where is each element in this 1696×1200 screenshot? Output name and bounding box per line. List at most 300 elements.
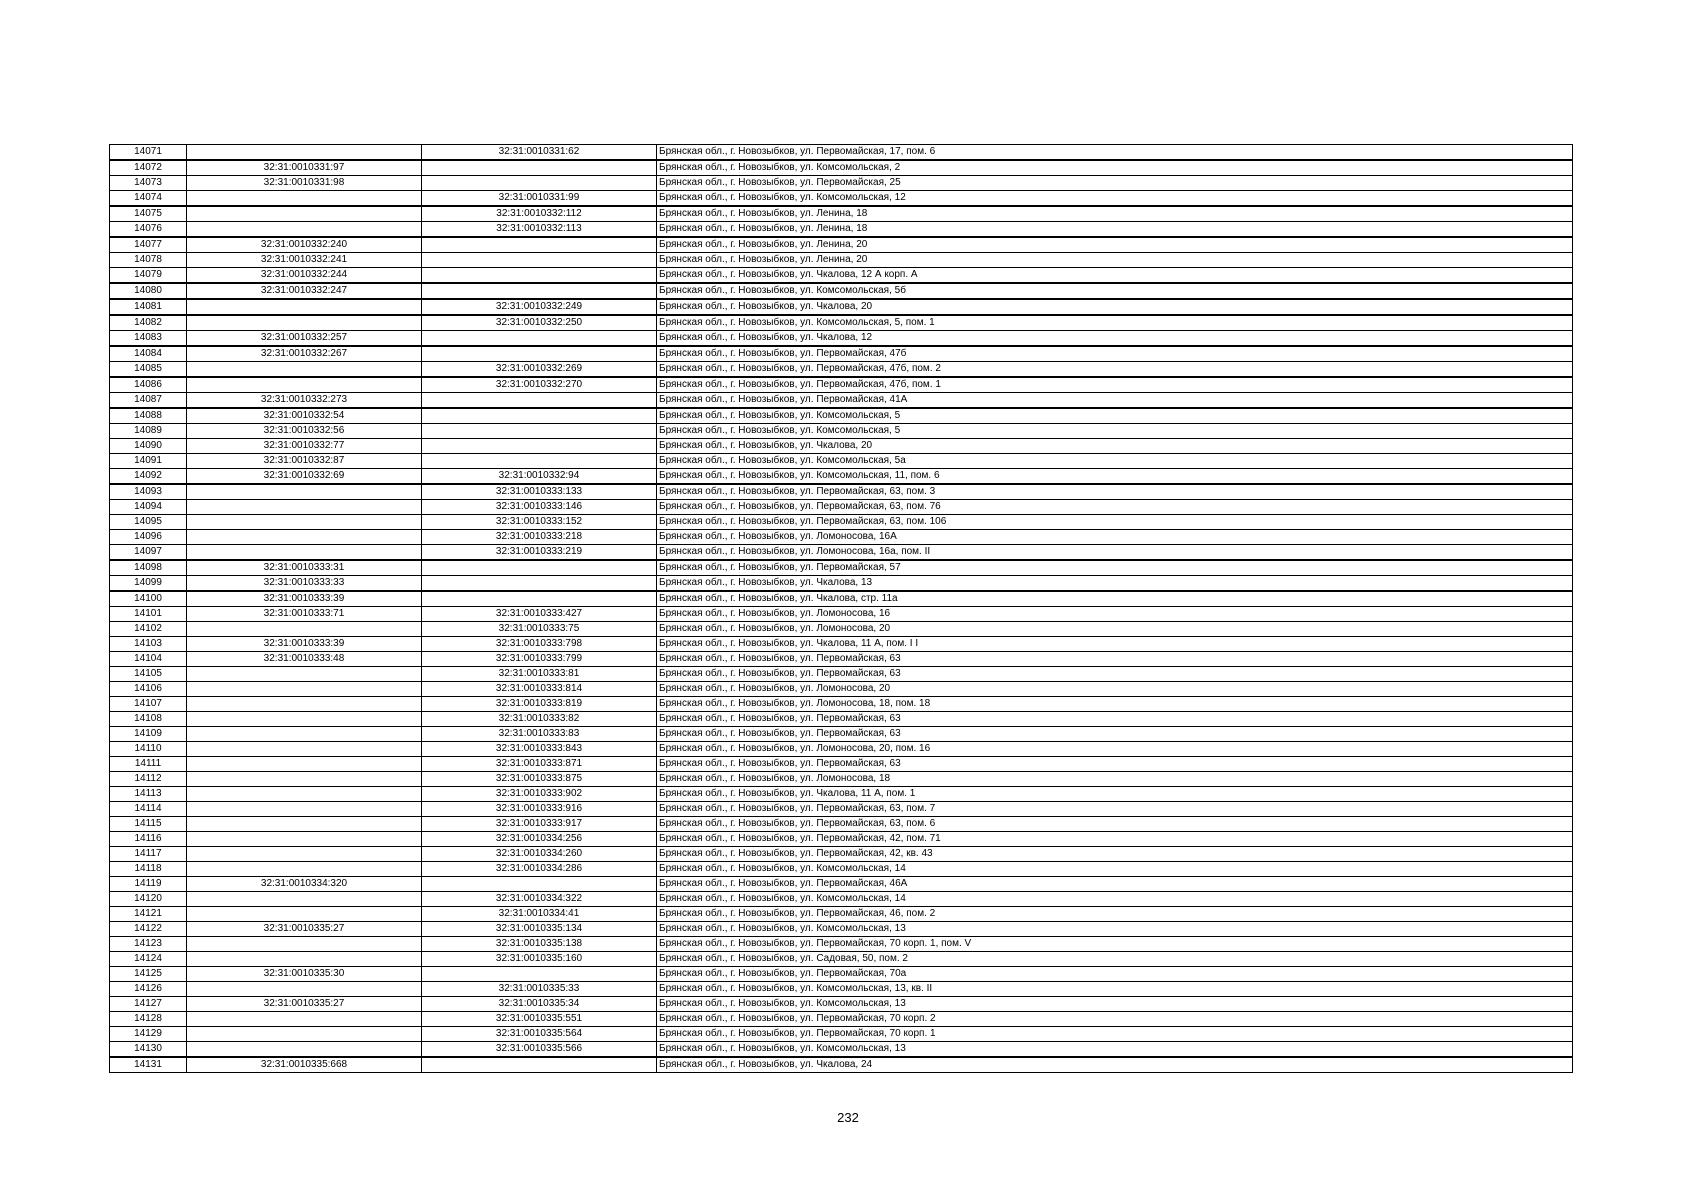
row-number-cell: 14106 (110, 682, 187, 697)
row-number-cell: 14129 (110, 1027, 187, 1042)
row-number-cell: 14087 (110, 393, 187, 409)
row-number-cell: 14115 (110, 817, 187, 832)
row-number-cell: 14112 (110, 772, 187, 787)
cadastral-number-cell: 32:31:0010332:247 (187, 283, 422, 299)
cadastral-object-cell: 32:31:0010333:819 (422, 697, 657, 712)
table-row (110, 500, 1573, 515)
table-row (110, 622, 1573, 637)
row-number-cell: 14127 (110, 997, 187, 1012)
address-cell: Брянская обл., г. Новозыбков, ул. Чкалова, 20 (657, 299, 1573, 315)
address-cell: Брянская обл., г. Новозыбков, ул. Ломоносова, 18 (657, 772, 1573, 787)
cadastral-object-cell: 32:31:0010333:133 (422, 484, 657, 500)
cadastral-object-cell: 32:31:0010333:83 (422, 727, 657, 742)
address-cell: Брянская обл., г. Новозыбков, ул. Первомайская, 46, пом. 2 (657, 907, 1573, 922)
cadastral-object-cell: 32:31:0010333:427 (422, 607, 657, 622)
address-cell: Брянская обл., г. Новозыбков, ул. Первомайская, 63, пом. 7 (657, 802, 1573, 817)
cadastral-object-cell: 32:31:0010331:99 (422, 191, 657, 207)
row-number-cell: 14119 (110, 877, 187, 892)
address-cell: Брянская обл., г. Новозыбков, ул. Первомайская, 70 корп. 2 (657, 1012, 1573, 1027)
address-cell: Брянская обл., г. Новозыбков, ул. Первомайская, 17, пом. 6 (657, 145, 1573, 161)
row-number-cell: 14083 (110, 331, 187, 347)
table-row (110, 832, 1573, 847)
cadastral-object-cell: 32:31:0010333:152 (422, 515, 657, 530)
cadastral-object-cell: 32:31:0010333:875 (422, 772, 657, 787)
table-row (110, 560, 1573, 576)
cadastral-object-cell: 32:31:0010333:917 (422, 817, 657, 832)
row-number-cell: 14125 (110, 967, 187, 982)
address-cell: Брянская обл., г. Новозыбков, ул. Чкалова, 12 А корп. А (657, 268, 1573, 284)
cadastral-number-cell (187, 727, 422, 742)
cadastral-number-cell (187, 1027, 422, 1042)
table-row (110, 484, 1573, 500)
cadastral-number-cell (187, 377, 422, 393)
cadastral-object-cell (422, 454, 657, 469)
row-number-cell: 14113 (110, 787, 187, 802)
cadastral-object-cell: 32:31:0010332:94 (422, 469, 657, 485)
address-cell: Брянская обл., г. Новозыбков, ул. Чкалова, 20 (657, 439, 1573, 454)
table-row (110, 206, 1573, 222)
cadastral-object-cell: 32:31:0010333:814 (422, 682, 657, 697)
registry-table (109, 144, 1573, 1073)
cadastral-object-cell (422, 331, 657, 347)
address-cell: Брянская обл., г. Новозыбков, ул. Первомайская, 47б, пом. 2 (657, 362, 1573, 378)
row-number-cell: 14084 (110, 346, 187, 362)
table-row (110, 393, 1573, 409)
address-cell: Брянская обл., г. Новозыбков, ул. Первомайская, 70 корп. 1 (657, 1027, 1573, 1042)
row-number-cell: 14100 (110, 591, 187, 607)
address-cell: Брянская обл., г. Новозыбков, ул. Первомайская, 63 (657, 667, 1573, 682)
cadastral-number-cell (187, 892, 422, 907)
cadastral-object-cell (422, 160, 657, 176)
table-row (110, 268, 1573, 284)
cadastral-number-cell (187, 191, 422, 207)
row-number-cell: 14095 (110, 515, 187, 530)
cadastral-object-cell: 32:31:0010335:564 (422, 1027, 657, 1042)
row-number-cell: 14114 (110, 802, 187, 817)
row-number-cell: 14094 (110, 500, 187, 515)
table-row (110, 727, 1573, 742)
cadastral-number-cell: 32:31:0010332:54 (187, 408, 422, 424)
address-cell: Брянская обл., г. Новозыбков, ул. Первомайская, 63 (657, 727, 1573, 742)
table-row (110, 652, 1573, 667)
address-cell: Брянская обл., г. Новозыбков, ул. Комсомольская, 13 (657, 997, 1573, 1012)
cadastral-number-cell (187, 682, 422, 697)
cadastral-object-cell: 32:31:0010332:112 (422, 206, 657, 222)
table-row (110, 530, 1573, 545)
cadastral-object-cell (422, 424, 657, 439)
cadastral-number-cell (187, 742, 422, 757)
table-row (110, 362, 1573, 378)
table-row (110, 1012, 1573, 1027)
cadastral-object-cell (422, 439, 657, 454)
address-cell: Брянская обл., г. Новозыбков, ул. Чкалова, 11 А, пом. 1 (657, 787, 1573, 802)
cadastral-object-cell (422, 237, 657, 253)
address-cell: Брянская обл., г. Новозыбков, ул. Комсомольская, 2 (657, 160, 1573, 176)
address-cell: Брянская обл., г. Новозыбков, ул. Первомайская, 47б (657, 346, 1573, 362)
cadastral-number-cell: 32:31:0010332:273 (187, 393, 422, 409)
cadastral-object-cell (422, 346, 657, 362)
cadastral-object-cell (422, 576, 657, 592)
cadastral-object-cell: 32:31:0010335:33 (422, 982, 657, 997)
row-number-cell: 14102 (110, 622, 187, 637)
cadastral-number-cell: 32:31:0010333:39 (187, 637, 422, 652)
table-row (110, 922, 1573, 937)
address-cell: Брянская обл., г. Новозыбков, ул. Первомайская, 42, кв. 43 (657, 847, 1573, 862)
table-row (110, 145, 1573, 161)
table-row (110, 283, 1573, 299)
table-row (110, 222, 1573, 238)
cadastral-number-cell: 32:31:0010334:320 (187, 877, 422, 892)
registry-table-body (110, 145, 1573, 1073)
table-row (110, 454, 1573, 469)
cadastral-object-cell: 32:31:0010333:219 (422, 545, 657, 561)
cadastral-object-cell (422, 253, 657, 268)
table-row (110, 787, 1573, 802)
cadastral-number-cell (187, 1042, 422, 1058)
row-number-cell: 14097 (110, 545, 187, 561)
cadastral-object-cell: 32:31:0010335:566 (422, 1042, 657, 1058)
address-cell: Брянская обл., г. Новозыбков, ул. Первомайская, 47б, пом. 1 (657, 377, 1573, 393)
table-row (110, 545, 1573, 561)
address-cell: Брянская обл., г. Новозыбков, ул. Первомайская, 63, пом. 106 (657, 515, 1573, 530)
table-row (110, 982, 1573, 997)
cadastral-object-cell: 32:31:0010335:134 (422, 922, 657, 937)
address-cell: Брянская обл., г. Новозыбков, ул. Ломоносова, 16А (657, 530, 1573, 545)
address-cell: Брянская обл., г. Новозыбков, ул. Первомайская, 57 (657, 560, 1573, 576)
address-cell: Брянская обл., г. Новозыбков, ул. Ленина, 18 (657, 206, 1573, 222)
table-row (110, 1057, 1573, 1073)
row-number-cell: 14096 (110, 530, 187, 545)
table-row (110, 892, 1573, 907)
table-row (110, 667, 1573, 682)
table-row (110, 937, 1573, 952)
cadastral-object-cell (422, 268, 657, 284)
cadastral-object-cell (422, 393, 657, 409)
cadastral-number-cell (187, 622, 422, 637)
cadastral-number-cell (187, 299, 422, 315)
row-number-cell: 14099 (110, 576, 187, 592)
table-row (110, 1027, 1573, 1042)
cadastral-object-cell: 32:31:0010333:916 (422, 802, 657, 817)
address-cell: Брянская обл., г. Новозыбков, ул. Ломоносова, 20, пом. 16 (657, 742, 1573, 757)
table-row (110, 952, 1573, 967)
table-row (110, 877, 1573, 892)
cadastral-number-cell (187, 952, 422, 967)
table-row (110, 424, 1573, 439)
row-number-cell: 14107 (110, 697, 187, 712)
cadastral-number-cell: 32:31:0010333:71 (187, 607, 422, 622)
address-cell: Брянская обл., г. Новозыбков, ул. Ломоносова, 20 (657, 622, 1573, 637)
row-number-cell: 14075 (110, 206, 187, 222)
cadastral-number-cell: 32:31:0010335:27 (187, 922, 422, 937)
cadastral-object-cell: 32:31:0010334:260 (422, 847, 657, 862)
address-cell: Брянская обл., г. Новозыбков, ул. Комсомольская, 13 (657, 1042, 1573, 1058)
cadastral-number-cell (187, 862, 422, 877)
row-number-cell: 14089 (110, 424, 187, 439)
cadastral-number-cell: 32:31:0010335:27 (187, 997, 422, 1012)
row-number-cell: 14103 (110, 637, 187, 652)
cadastral-number-cell (187, 907, 422, 922)
row-number-cell: 14071 (110, 145, 187, 161)
cadastral-object-cell: 32:31:0010332:270 (422, 377, 657, 393)
cadastral-object-cell: 32:31:0010333:799 (422, 652, 657, 667)
cadastral-number-cell (187, 515, 422, 530)
table-row (110, 772, 1573, 787)
table-row (110, 817, 1573, 832)
table-row (110, 697, 1573, 712)
table-row (110, 176, 1573, 191)
table-row (110, 997, 1573, 1012)
cadastral-object-cell: 32:31:0010333:75 (422, 622, 657, 637)
cadastral-number-cell: 32:31:0010332:69 (187, 469, 422, 485)
row-number-cell: 14078 (110, 253, 187, 268)
address-cell: Брянская обл., г. Новозыбков, ул. Чкалова, стр. 11а (657, 591, 1573, 607)
cadastral-number-cell (187, 1012, 422, 1027)
cadastral-number-cell: 32:31:0010332:56 (187, 424, 422, 439)
table-row (110, 253, 1573, 268)
table-row (110, 847, 1573, 862)
table-row (110, 346, 1573, 362)
address-cell: Брянская обл., г. Новозыбков, ул. Первомайская, 42, пом. 71 (657, 832, 1573, 847)
cadastral-number-cell: 32:31:0010331:97 (187, 160, 422, 176)
address-cell: Брянская обл., г. Новозыбков, ул. Комсомольская, 14 (657, 892, 1573, 907)
cadastral-object-cell: 32:31:0010332:269 (422, 362, 657, 378)
cadastral-number-cell (187, 667, 422, 682)
row-number-cell: 14080 (110, 283, 187, 299)
cadastral-object-cell (422, 1057, 657, 1073)
table-row (110, 742, 1573, 757)
cadastral-number-cell: 32:31:0010332:87 (187, 454, 422, 469)
cadastral-object-cell: 32:31:0010333:218 (422, 530, 657, 545)
cadastral-number-cell: 32:31:0010333:31 (187, 560, 422, 576)
cadastral-object-cell: 32:31:0010333:871 (422, 757, 657, 772)
row-number-cell: 14109 (110, 727, 187, 742)
row-number-cell: 14072 (110, 160, 187, 176)
cadastral-object-cell: 32:31:0010334:322 (422, 892, 657, 907)
cadastral-number-cell (187, 484, 422, 500)
table-row (110, 682, 1573, 697)
row-number-cell: 14128 (110, 1012, 187, 1027)
cadastral-object-cell: 32:31:0010332:249 (422, 299, 657, 315)
page-number: 232 (837, 1110, 859, 1125)
cadastral-object-cell (422, 283, 657, 299)
table-row (110, 191, 1573, 207)
table-row (110, 967, 1573, 982)
cadastral-object-cell: 32:31:0010335:160 (422, 952, 657, 967)
row-number-cell: 14073 (110, 176, 187, 191)
table-row (110, 862, 1573, 877)
row-number-cell: 14104 (110, 652, 187, 667)
table-row (110, 377, 1573, 393)
cadastral-object-cell: 32:31:0010334:286 (422, 862, 657, 877)
cadastral-number-cell (187, 832, 422, 847)
cadastral-number-cell (187, 145, 422, 161)
row-number-cell: 14120 (110, 892, 187, 907)
address-cell: Брянская обл., г. Новозыбков, ул. Ломоносова, 18, пом. 18 (657, 697, 1573, 712)
address-cell: Брянская обл., г. Новозыбков, ул. Первомайская, 70а (657, 967, 1573, 982)
table-row (110, 439, 1573, 454)
address-cell: Брянская обл., г. Новозыбков, ул. Ленина, 20 (657, 253, 1573, 268)
row-number-cell: 14105 (110, 667, 187, 682)
cadastral-object-cell (422, 591, 657, 607)
cadastral-object-cell: 32:31:0010332:250 (422, 315, 657, 331)
cadastral-number-cell: 32:31:0010332:241 (187, 253, 422, 268)
table-row (110, 907, 1573, 922)
row-number-cell: 14098 (110, 560, 187, 576)
table-row (110, 469, 1573, 485)
address-cell: Брянская обл., г. Новозыбков, ул. Ломоносова, 16 (657, 607, 1573, 622)
address-cell: Брянская обл., г. Новозыбков, ул. Комсомольская, 5а (657, 454, 1573, 469)
address-cell: Брянская обл., г. Новозыбков, ул. Первомайская, 63 (657, 652, 1573, 667)
table-row (110, 637, 1573, 652)
cadastral-number-cell (187, 697, 422, 712)
table-row (110, 160, 1573, 176)
cadastral-object-cell: 32:31:0010334:256 (422, 832, 657, 847)
row-number-cell: 14118 (110, 862, 187, 877)
table-row (110, 237, 1573, 253)
row-number-cell: 14116 (110, 832, 187, 847)
address-cell: Брянская обл., г. Новозыбков, ул. Первомайская, 25 (657, 176, 1573, 191)
cadastral-number-cell: 32:31:0010332:77 (187, 439, 422, 454)
row-number-cell: 14121 (110, 907, 187, 922)
cadastral-number-cell: 32:31:0010331:98 (187, 176, 422, 191)
cadastral-object-cell: 32:31:0010332:113 (422, 222, 657, 238)
cadastral-object-cell: 32:31:0010333:843 (422, 742, 657, 757)
address-cell: Брянская обл., г. Новозыбков, ул. Чкалова, 12 (657, 331, 1573, 347)
cadastral-number-cell (187, 206, 422, 222)
cadastral-object-cell (422, 408, 657, 424)
row-number-cell: 14090 (110, 439, 187, 454)
cadastral-number-cell: 32:31:0010335:668 (187, 1057, 422, 1073)
table-row (110, 576, 1573, 592)
row-number-cell: 14111 (110, 757, 187, 772)
cadastral-object-cell (422, 967, 657, 982)
address-cell: Брянская обл., г. Новозыбков, ул. Комсомольская, 12 (657, 191, 1573, 207)
cadastral-object-cell: 32:31:0010333:798 (422, 637, 657, 652)
address-cell: Брянская обл., г. Новозыбков, ул. Комсомольская, 5, пом. 1 (657, 315, 1573, 331)
row-number-cell: 14085 (110, 362, 187, 378)
cadastral-number-cell (187, 530, 422, 545)
cadastral-number-cell: 32:31:0010332:244 (187, 268, 422, 284)
table-row (110, 607, 1573, 622)
cadastral-number-cell (187, 847, 422, 862)
cadastral-number-cell: 32:31:0010332:240 (187, 237, 422, 253)
address-cell: Брянская обл., г. Новозыбков, ул. Первомайская, 63 (657, 712, 1573, 727)
address-cell: Брянская обл., г. Новозыбков, ул. Чкалова, 13 (657, 576, 1573, 592)
cadastral-number-cell: 32:31:0010332:257 (187, 331, 422, 347)
cadastral-number-cell (187, 772, 422, 787)
row-number-cell: 14093 (110, 484, 187, 500)
table-row (110, 591, 1573, 607)
cadastral-object-cell (422, 560, 657, 576)
address-cell: Брянская обл., г. Новозыбков, ул. Первомайская, 41А (657, 393, 1573, 409)
row-number-cell: 14079 (110, 268, 187, 284)
cadastral-number-cell (187, 222, 422, 238)
cadastral-object-cell (422, 877, 657, 892)
row-number-cell: 14101 (110, 607, 187, 622)
row-number-cell: 14074 (110, 191, 187, 207)
address-cell: Брянская обл., г. Новозыбков, ул. Садовая, 50, пом. 2 (657, 952, 1573, 967)
table-row (110, 515, 1573, 530)
address-cell: Брянская обл., г. Новозыбков, ул. Первомайская, 63 (657, 757, 1573, 772)
address-cell: Брянская обл., г. Новозыбков, ул. Ломоносова, 16а, пом. II (657, 545, 1573, 561)
cadastral-object-cell (422, 176, 657, 191)
cadastral-number-cell (187, 802, 422, 817)
table-row (110, 315, 1573, 331)
address-cell: Брянская обл., г. Новозыбков, ул. Комсомольская, 13, кв. II (657, 982, 1573, 997)
table-row (110, 408, 1573, 424)
table-row (110, 331, 1573, 347)
cadastral-number-cell (187, 500, 422, 515)
cadastral-number-cell (187, 362, 422, 378)
cadastral-number-cell (187, 757, 422, 772)
row-number-cell: 14082 (110, 315, 187, 331)
address-cell: Брянская обл., г. Новозыбков, ул. Чкалова, 11 А, пом. I I (657, 637, 1573, 652)
address-cell: Брянская обл., г. Новозыбков, ул. Чкалова, 24 (657, 1057, 1573, 1073)
cadastral-number-cell (187, 712, 422, 727)
address-cell: Брянская обл., г. Новозыбков, ул. Ленина, 18 (657, 222, 1573, 238)
row-number-cell: 14081 (110, 299, 187, 315)
row-number-cell: 14124 (110, 952, 187, 967)
row-number-cell: 14077 (110, 237, 187, 253)
address-cell: Брянская обл., г. Новозыбков, ул. Ленина, 20 (657, 237, 1573, 253)
row-number-cell: 14108 (110, 712, 187, 727)
address-cell: Брянская обл., г. Новозыбков, ул. Первомайская, 70 корп. 1, пом. V (657, 937, 1573, 952)
row-number-cell: 14091 (110, 454, 187, 469)
cadastral-number-cell (187, 937, 422, 952)
row-number-cell: 14126 (110, 982, 187, 997)
cadastral-object-cell: 32:31:0010333:81 (422, 667, 657, 682)
row-number-cell: 14117 (110, 847, 187, 862)
row-number-cell: 14131 (110, 1057, 187, 1073)
cadastral-number-cell (187, 982, 422, 997)
row-number-cell: 14110 (110, 742, 187, 757)
table-row (110, 712, 1573, 727)
cadastral-object-cell: 32:31:0010333:902 (422, 787, 657, 802)
address-cell: Брянская обл., г. Новозыбков, ул. Комсомольская, 5б (657, 283, 1573, 299)
cadastral-number-cell (187, 315, 422, 331)
address-cell: Брянская обл., г. Новозыбков, ул. Комсомольская, 5 (657, 424, 1573, 439)
table-row (110, 299, 1573, 315)
row-number-cell: 14086 (110, 377, 187, 393)
cadastral-number-cell: 32:31:0010333:39 (187, 591, 422, 607)
address-cell: Брянская обл., г. Новозыбков, ул. Комсомольская, 5 (657, 408, 1573, 424)
cadastral-number-cell (187, 817, 422, 832)
table-row (110, 757, 1573, 772)
row-number-cell: 14130 (110, 1042, 187, 1058)
row-number-cell: 14076 (110, 222, 187, 238)
cadastral-number-cell (187, 787, 422, 802)
cadastral-object-cell: 32:31:0010331:62 (422, 145, 657, 161)
address-cell: Брянская обл., г. Новозыбков, ул. Комсомольская, 14 (657, 862, 1573, 877)
row-number-cell: 14088 (110, 408, 187, 424)
address-cell: Брянская обл., г. Новозыбков, ул. Комсомольская, 11, пом. 6 (657, 469, 1573, 485)
cadastral-number-cell: 32:31:0010335:30 (187, 967, 422, 982)
address-cell: Брянская обл., г. Новозыбков, ул. Первомайская, 63, пом. 3 (657, 484, 1573, 500)
row-number-cell: 14122 (110, 922, 187, 937)
cadastral-object-cell: 32:31:0010335:138 (422, 937, 657, 952)
address-cell: Брянская обл., г. Новозыбков, ул. Ломоносова, 20 (657, 682, 1573, 697)
address-cell: Брянская обл., г. Новозыбков, ул. Комсомольская, 13 (657, 922, 1573, 937)
row-number-cell: 14123 (110, 937, 187, 952)
cadastral-object-cell: 32:31:0010334:41 (422, 907, 657, 922)
cadastral-object-cell: 32:31:0010335:34 (422, 997, 657, 1012)
cadastral-number-cell: 32:31:0010333:33 (187, 576, 422, 592)
cadastral-number-cell: 32:31:0010332:267 (187, 346, 422, 362)
cadastral-number-cell: 32:31:0010333:48 (187, 652, 422, 667)
address-cell: Брянская обл., г. Новозыбков, ул. Первомайская, 46А (657, 877, 1573, 892)
cadastral-object-cell: 32:31:0010333:82 (422, 712, 657, 727)
